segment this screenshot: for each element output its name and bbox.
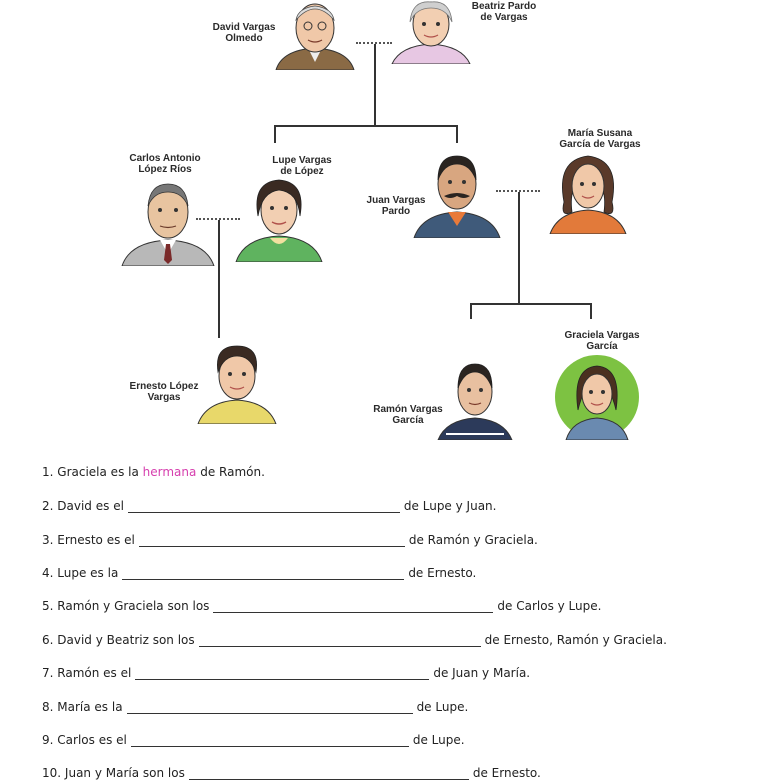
answer-blank-6[interactable] <box>199 634 481 647</box>
tree-line <box>470 303 472 319</box>
name-beatriz: Beatriz Pardo de Vargas <box>471 1 537 23</box>
exercise-8: 8. María es la de Lupe. <box>42 700 469 714</box>
exercise-4: 4. Lupe es la de Ernesto. <box>42 566 477 580</box>
portrait-david <box>272 0 358 70</box>
tree-line <box>470 303 592 305</box>
name-ernesto: Ernesto López Vargas <box>129 381 199 403</box>
exercise-9: 9. Carlos es el de Lupe. <box>42 733 465 747</box>
portrait-beatriz <box>388 0 474 64</box>
exercise-7: 7. Ramón es el de Juan y María. <box>42 666 531 680</box>
portrait-lupe <box>234 176 324 262</box>
portrait-graciela <box>552 354 642 440</box>
tree-line <box>590 303 592 319</box>
tree-line <box>518 192 520 304</box>
answer-blank-3[interactable] <box>139 534 405 547</box>
tree-line <box>274 125 276 143</box>
answer-blank-2[interactable] <box>128 500 400 513</box>
exercise-10: 10. Juan y María son los de Ernesto. <box>42 766 541 780</box>
answer-blank-5[interactable] <box>213 600 493 613</box>
tree-line <box>218 220 220 338</box>
answer-blank-8[interactable] <box>127 701 413 714</box>
tree-line <box>274 125 458 127</box>
name-ramon: Ramón Vargas García <box>373 404 443 426</box>
exercise-6: 6. David y Beatriz son los de Ernesto, Ramón y Graciela. <box>42 633 667 647</box>
name-david: David Vargas Olmedo <box>212 22 276 44</box>
answer-blank-7[interactable] <box>135 667 429 680</box>
tree-line <box>456 125 458 143</box>
name-carlos: Carlos Antonio López Ríos <box>129 153 201 175</box>
exercise-2: 2. David es el de Lupe y Juan. <box>42 499 497 513</box>
portrait-juan <box>412 152 502 238</box>
name-graciela: Graciela Vargas García <box>564 330 640 352</box>
name-juan: Juan Vargas Pardo <box>366 195 426 217</box>
answer-blank-4[interactable] <box>122 567 404 580</box>
answer-1: hermana <box>142 465 197 479</box>
portrait-ernesto <box>194 342 280 424</box>
portrait-carlos <box>120 180 216 266</box>
answer-blank-10[interactable] <box>189 767 469 780</box>
tree-line <box>374 44 376 126</box>
name-lupe: Lupe Vargas de López <box>272 155 332 177</box>
name-maria: María Susana García de Vargas <box>559 128 641 150</box>
portrait-ramon <box>436 360 514 440</box>
exercise-5: 5. Ramón y Graciela son los de Carlos y Lupe. <box>42 599 602 613</box>
exercise-3: 3. Ernesto es el de Ramón y Graciela. <box>42 533 538 547</box>
portrait-maria <box>546 152 630 234</box>
answer-blank-9[interactable] <box>131 734 409 747</box>
exercise-1: 1. Graciela es la hermana de Ramón. <box>42 465 265 479</box>
